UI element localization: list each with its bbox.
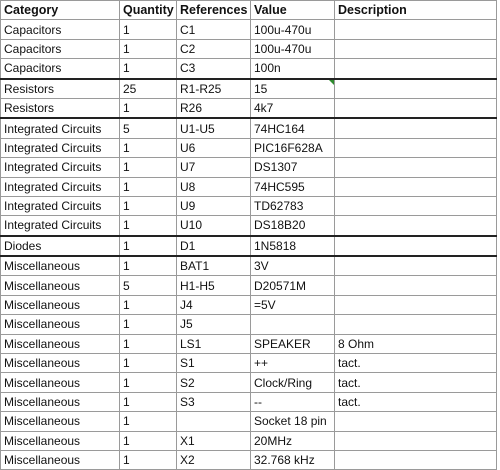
- table-row: [1, 334, 497, 353]
- cell-references: C3: [177, 59, 251, 79]
- cell-quantity: 1: [120, 334, 177, 353]
- table-row: [1, 450, 497, 469]
- cell-description: [335, 177, 497, 196]
- cell-references: U7: [177, 158, 251, 177]
- header-quantity: Quantity: [120, 1, 177, 20]
- cell-value: D20571M: [251, 276, 335, 295]
- cell-category: Capacitors: [1, 59, 120, 79]
- table-row: [1, 158, 497, 177]
- cell-quantity: 1: [120, 315, 177, 334]
- cell-references: S1: [177, 354, 251, 373]
- cell-value: ++: [251, 354, 335, 373]
- cell-category: Resistors: [1, 79, 120, 99]
- cell-category: Integrated Circuits: [1, 177, 120, 196]
- cell-quantity: 1: [120, 373, 177, 392]
- cell-category: Capacitors: [1, 39, 120, 58]
- table-row: [1, 256, 497, 276]
- cell-references: J4: [177, 295, 251, 314]
- header-value: Value: [251, 1, 335, 20]
- cell-description: [335, 431, 497, 450]
- cell-quantity: 1: [120, 216, 177, 236]
- cell-quantity: 1: [120, 59, 177, 79]
- cell-description: [335, 295, 497, 314]
- cell-references: C1: [177, 20, 251, 39]
- cell-description: [335, 98, 497, 118]
- cell-description: [335, 216, 497, 236]
- cell-quantity: 1: [120, 177, 177, 196]
- cell-category: Miscellaneous: [1, 315, 120, 334]
- cell-value: DS18B20: [251, 216, 335, 236]
- cell-category: Integrated Circuits: [1, 118, 120, 138]
- cell-references: U1-U5: [177, 118, 251, 138]
- cell-category: Resistors: [1, 98, 120, 118]
- cell-value: 15: [251, 79, 335, 99]
- cell-quantity: 1: [120, 39, 177, 58]
- cell-value: [251, 315, 335, 334]
- cell-description: 8 Ohm: [335, 334, 497, 353]
- table-row: [1, 412, 497, 431]
- cell-value: 4k7: [251, 98, 335, 118]
- cell-references: C2: [177, 39, 251, 58]
- cell-category: Miscellaneous: [1, 276, 120, 295]
- cell-category: Miscellaneous: [1, 412, 120, 431]
- header-category: Category: [1, 1, 120, 20]
- cell-quantity: 1: [120, 450, 177, 469]
- cell-references: J5: [177, 315, 251, 334]
- cell-references: U10: [177, 216, 251, 236]
- cell-category: Miscellaneous: [1, 354, 120, 373]
- cell-quantity: 1: [120, 295, 177, 314]
- cell-description: [335, 59, 497, 79]
- cell-quantity: 5: [120, 276, 177, 295]
- cell-description: [335, 236, 497, 256]
- cell-description: [335, 118, 497, 138]
- cell-references: R1-R25: [177, 79, 251, 99]
- cell-description: [335, 39, 497, 58]
- cell-value: TD62783: [251, 196, 335, 215]
- cell-references: [177, 412, 251, 431]
- cell-references: BAT1: [177, 256, 251, 276]
- cell-value: 3V: [251, 256, 335, 276]
- cell-value: 20MHz: [251, 431, 335, 450]
- table-row: [1, 216, 497, 236]
- cell-value: PIC16F628A: [251, 138, 335, 157]
- table-row: [1, 98, 497, 118]
- cell-references: LS1: [177, 334, 251, 353]
- cell-references: X2: [177, 450, 251, 469]
- cell-description: [335, 20, 497, 39]
- bom-body: [1, 20, 497, 470]
- cell-category: Integrated Circuits: [1, 216, 120, 236]
- cell-quantity: 1: [120, 354, 177, 373]
- cell-category: Integrated Circuits: [1, 158, 120, 177]
- cell-references: U9: [177, 196, 251, 215]
- cell-quantity: 1: [120, 158, 177, 177]
- cell-category: Miscellaneous: [1, 431, 120, 450]
- cell-quantity: 1: [120, 412, 177, 431]
- cell-quantity: 1: [120, 20, 177, 39]
- cell-references: S2: [177, 373, 251, 392]
- cell-category: Miscellaneous: [1, 373, 120, 392]
- cell-quantity: 1: [120, 196, 177, 215]
- table-row: [1, 295, 497, 314]
- table-row: [1, 373, 497, 392]
- header-row: [1, 1, 497, 20]
- table-row: [1, 236, 497, 256]
- cell-category: Integrated Circuits: [1, 138, 120, 157]
- cell-quantity: 1: [120, 256, 177, 276]
- cell-category: Integrated Circuits: [1, 196, 120, 215]
- table-row: [1, 20, 497, 39]
- cell-value: 100u-470u: [251, 39, 335, 58]
- cell-value: 1N5818: [251, 236, 335, 256]
- cell-description: [335, 138, 497, 157]
- cell-value: Clock/Ring: [251, 373, 335, 392]
- cell-references: D1: [177, 236, 251, 256]
- table-row: [1, 79, 497, 99]
- cell-value: 100u-470u: [251, 20, 335, 39]
- cell-description: tact.: [335, 392, 497, 411]
- cell-quantity: 25: [120, 79, 177, 99]
- cell-references: U8: [177, 177, 251, 196]
- cell-description: tact.: [335, 354, 497, 373]
- cell-quantity: 5: [120, 118, 177, 138]
- cell-category: Miscellaneous: [1, 392, 120, 411]
- table-row: [1, 118, 497, 138]
- cell-description: [335, 276, 497, 295]
- cell-references: H1-H5: [177, 276, 251, 295]
- table-row: [1, 315, 497, 334]
- table-row: [1, 59, 497, 79]
- cell-quantity: 1: [120, 431, 177, 450]
- table-row: [1, 196, 497, 215]
- cell-quantity: 1: [120, 138, 177, 157]
- cell-references: R26: [177, 98, 251, 118]
- cell-description: [335, 196, 497, 215]
- table-row: [1, 138, 497, 157]
- cell-description: [335, 79, 497, 99]
- cell-description: [335, 315, 497, 334]
- cell-quantity: 1: [120, 392, 177, 411]
- cell-quantity: 1: [120, 98, 177, 118]
- table-row: [1, 354, 497, 373]
- cell-category: Capacitors: [1, 20, 120, 39]
- header-description: Description: [335, 1, 497, 20]
- cell-category: Miscellaneous: [1, 295, 120, 314]
- cell-value: 74HC164: [251, 118, 335, 138]
- cell-description: [335, 158, 497, 177]
- cell-references: X1: [177, 431, 251, 450]
- cell-value: =5V: [251, 295, 335, 314]
- cell-description: tact.: [335, 373, 497, 392]
- cell-value: 74HC595: [251, 177, 335, 196]
- cell-description: [335, 256, 497, 276]
- cell-quantity: 1: [120, 236, 177, 256]
- cell-references: U6: [177, 138, 251, 157]
- cell-category: Miscellaneous: [1, 450, 120, 469]
- cell-value: SPEAKER: [251, 334, 335, 353]
- cell-value: 100n: [251, 59, 335, 79]
- cell-value: DS1307: [251, 158, 335, 177]
- table-row: [1, 392, 497, 411]
- table-row: [1, 276, 497, 295]
- cell-value: --: [251, 392, 335, 411]
- cell-description: [335, 450, 497, 469]
- table-row: [1, 431, 497, 450]
- cell-references: S3: [177, 392, 251, 411]
- cell-description: [335, 412, 497, 431]
- cell-value: Socket 18 pin: [251, 412, 335, 431]
- cell-category: Miscellaneous: [1, 256, 120, 276]
- cell-value: 32.768 kHz: [251, 450, 335, 469]
- header-references: References: [177, 1, 251, 20]
- table-row: [1, 177, 497, 196]
- cell-category: Miscellaneous: [1, 334, 120, 353]
- cell-category: Diodes: [1, 236, 120, 256]
- table-row: [1, 39, 497, 58]
